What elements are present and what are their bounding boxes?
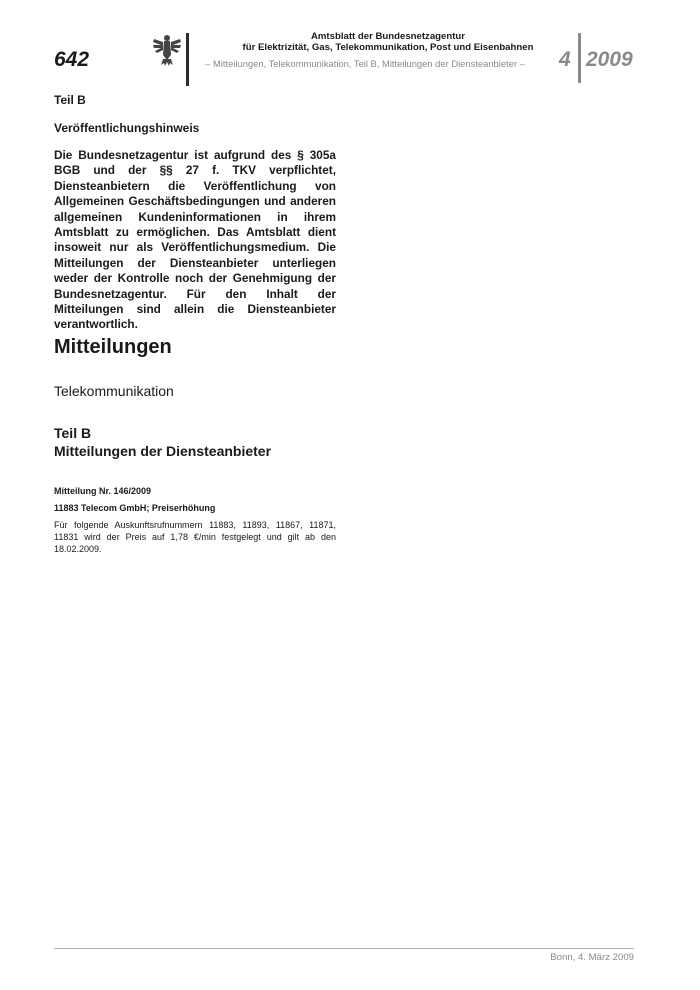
- footer-place-date: Bonn, 4. März 2009: [550, 952, 634, 963]
- notice-number: Mitteilung Nr. 146/2009: [54, 486, 152, 496]
- part-title-line2: Mitteilungen der Diensteanbieter: [54, 443, 272, 459]
- notice-body: Für folgende Auskunftsrufnummern 11883, 11893, 11867, 11871, 11831 wird der Preis auf 1,78 €/min festgelegt und gilt ab den 18.02.2009.: [54, 520, 336, 554]
- part-title-line1: Teil B: [54, 425, 92, 441]
- issue-year: 2009: [586, 48, 633, 71]
- publication-title: Amtsblatt der Bundesnetzagentur: [310, 31, 466, 42]
- federal-eagle-icon: [152, 33, 182, 67]
- notice-subject: 11883 Telecom GmbH; Preiserhöhung: [54, 503, 216, 513]
- part-title: [54, 424, 271, 460]
- section-running-head: – Mitteilungen, Telekommunikation, Teil B, Mitteilungen der Diensteanbieter –: [205, 58, 525, 69]
- publication-notice-text: Die Bundesnetzagentur ist aufgrund des § 305a BGB und der §§ 27 f. TKV verpflichtet, Diensteanbietern die Veröffentlichung von Allgemeinen Geschäftsbedingungen und anderen allgemeinen Kundeninformationen in ihrem Amtsblatt zu ermöglichen. Das Amtsblatt dient insoweit nur als Veröffentlichungsmedium. Die Mitteilungen der Diensteanbieter unterliegen weder der Kontrolle noch der Genehmigung der Bundesnetzagentur. Für den Inhalt der Mitteilungen sind allein die Diensteanbieter verantwortlich.: [54, 148, 336, 332]
- part-label: Teil B: [54, 93, 86, 107]
- issue-number: 4: [559, 48, 571, 71]
- publication-subtitle: für Elektrizität, Gas, Telekommunikation, Post und Eisenbahnen: [242, 42, 534, 53]
- page-number: 642: [54, 48, 90, 71]
- publication-notice-title: Veröffentlichungshinweis: [54, 121, 200, 135]
- header-divider: [186, 33, 189, 86]
- issue-divider: [578, 33, 581, 83]
- section-subheading: Telekommunikation: [54, 383, 174, 399]
- footer-divider: [54, 948, 634, 949]
- section-heading: Mitteilungen: [54, 336, 172, 358]
